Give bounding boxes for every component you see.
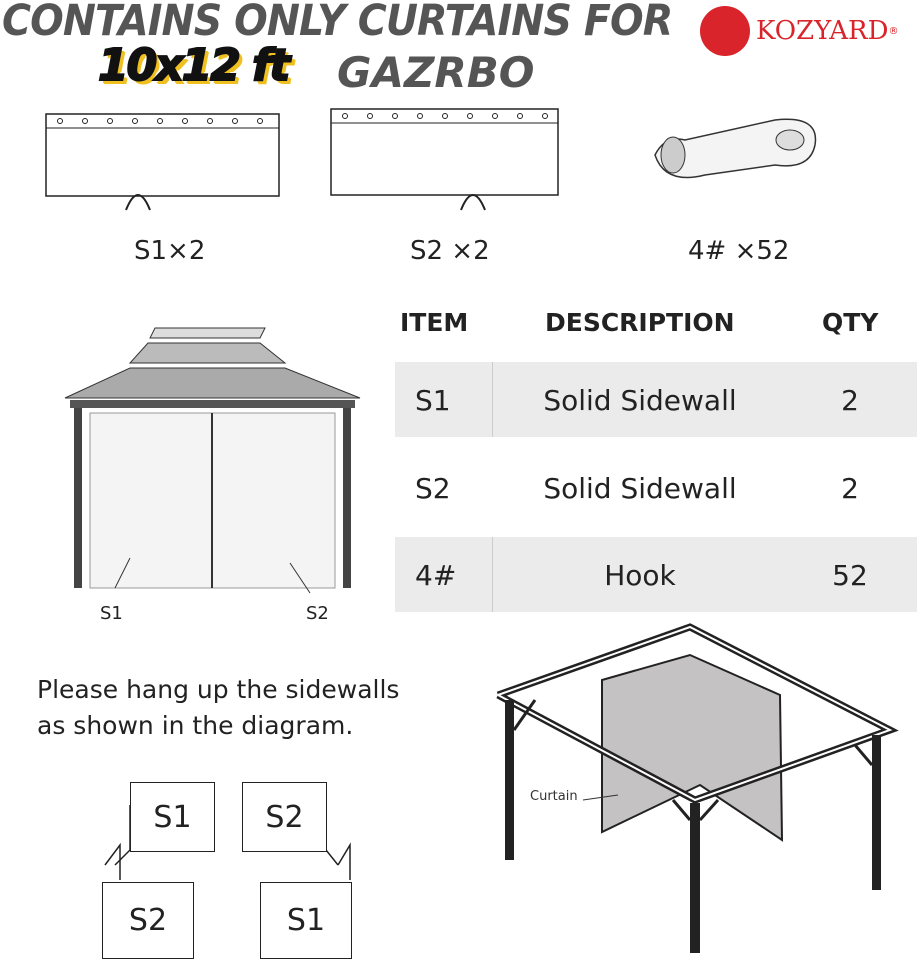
title-line-1: CONTAINS ONLY CURTAINS FOR: [2, 0, 673, 46]
instruction-line-2: as shown in the diagram.: [37, 711, 354, 740]
item-cell: 4#: [415, 559, 457, 592]
title-line-2: GAZRBO: [337, 48, 535, 97]
table-row: [395, 362, 917, 437]
curtain-label: Curtain: [530, 789, 578, 804]
part-label-hook: 4# ×52: [688, 236, 790, 266]
table-header-qty: QTY: [822, 308, 879, 337]
description-cell: Solid Sidewall: [543, 384, 737, 417]
description-cell: Hook: [604, 559, 676, 592]
instruction-line-1: Please hang up the sidewalls: [37, 675, 400, 704]
sidewall-s1-drawing: [40, 110, 290, 215]
item-cell: S1: [415, 384, 451, 417]
layout-box-top-right: S2: [242, 782, 327, 852]
qty-cell: 52: [832, 559, 868, 592]
table-header-description: DESCRIPTION: [545, 308, 735, 337]
gazebo-front-drawing: [60, 318, 370, 628]
part-label-s1: S1×2: [134, 236, 206, 266]
instructions: [37, 672, 399, 744]
table-row: [395, 537, 917, 612]
table-row: [395, 450, 917, 525]
gazebo-frame-drawing: [490, 615, 920, 960]
gazebo-label-s2: S2: [306, 603, 329, 624]
part-label-s2: S2 ×2: [410, 236, 490, 266]
table-header-item: ITEM: [400, 308, 469, 337]
hook-icon: [645, 115, 835, 190]
brand-name: KOZYARD: [756, 16, 889, 46]
registered-mark: ®: [888, 25, 899, 37]
layout-box-top-left: S1: [130, 782, 215, 852]
layout-box-bottom-left: S2: [102, 882, 194, 959]
item-cell: S2: [415, 472, 451, 505]
description-cell: Solid Sidewall: [543, 472, 737, 505]
qty-cell: 2: [841, 472, 859, 505]
gazebo-label-s1: S1: [100, 603, 123, 624]
brand-logo: [700, 6, 898, 56]
lotus-logo-icon: [700, 6, 750, 56]
size-badge: 10x12 ft: [98, 40, 289, 91]
layout-box-bottom-right: S1: [260, 882, 352, 959]
qty-cell: 2: [841, 384, 859, 417]
sidewall-s2-drawing: [325, 105, 565, 215]
